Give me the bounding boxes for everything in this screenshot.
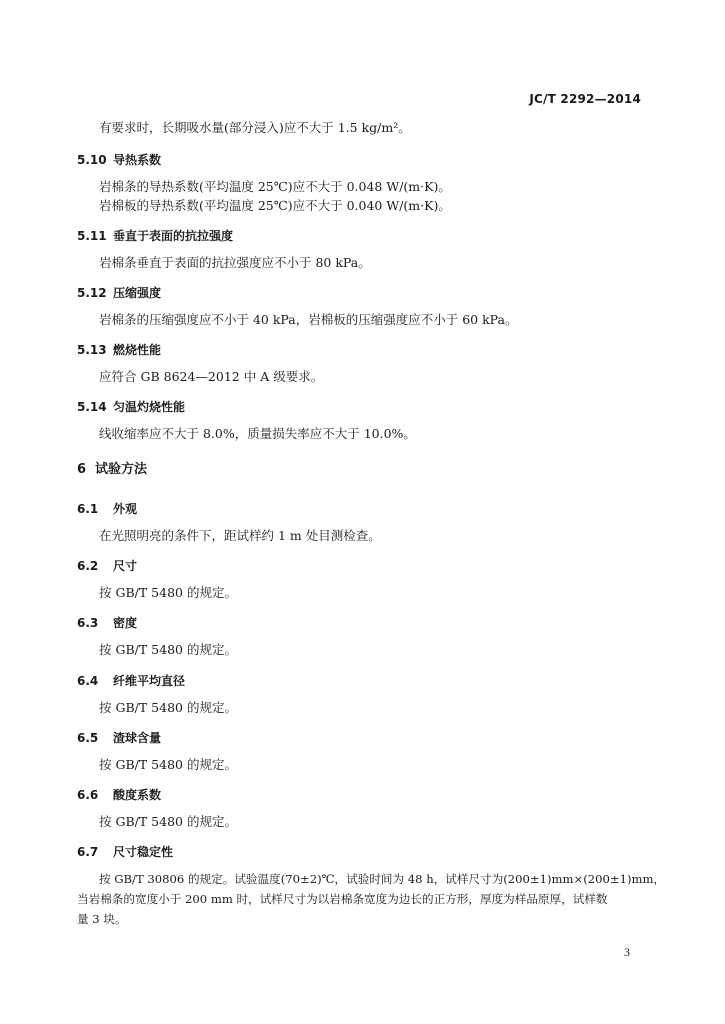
paragraph: 岩棉条的导热系数(平均温度 25℃)应不大于 0.048 W/(m·K)。 xyxy=(99,179,451,194)
paragraph: 按 GB/T 30806 的规定。试验温度(70±2)℃，试验时间为 48 h，试样尺寸为(200±1)mm×(200±1)mm， xyxy=(99,872,666,886)
paragraph: 线收缩率应不大于 8.0%，质量损失率应不大于 10.0%。 xyxy=(99,426,416,441)
section-number: 6.2 xyxy=(77,559,99,573)
chapter-heading-6 xyxy=(77,462,147,478)
section-title: 酸度系数 xyxy=(113,788,162,802)
section-heading-6-7 xyxy=(77,844,173,860)
section-title: 压缩强度 xyxy=(113,286,162,300)
section-number: 5.14 xyxy=(77,400,107,414)
section-title: 外观 xyxy=(113,502,138,516)
paragraph: 岩棉板的导热系数(平均温度 25℃)应不大于 0.040 W/(m·K)。 xyxy=(99,198,451,213)
paragraph: 按 GB/T 5480 的规定。 xyxy=(99,757,237,772)
section-title: 匀温灼烧性能 xyxy=(113,400,186,414)
paragraph: 应符合 GB 8624—2012 中 A 级要求。 xyxy=(99,369,324,384)
section-number: 6.1 xyxy=(77,502,99,516)
paragraph: 按 GB/T 5480 的规定。 xyxy=(99,585,237,600)
section-heading-5-10 xyxy=(77,152,161,168)
section-heading-6-1 xyxy=(77,501,137,517)
section-heading-6-6 xyxy=(77,787,161,803)
section-number: 5.11 xyxy=(77,229,107,243)
section-title: 燃烧性能 xyxy=(113,343,162,357)
section-title: 纤维平均直径 xyxy=(113,674,186,688)
chapter-title: 试验方法 xyxy=(95,462,148,477)
section-heading-5-13 xyxy=(77,342,161,358)
section-heading-5-11 xyxy=(77,228,233,244)
page-number: 3 xyxy=(624,945,630,959)
section-number: 5.10 xyxy=(77,153,107,167)
section-heading-5-12 xyxy=(77,285,161,301)
section-number: 6.4 xyxy=(77,674,99,688)
paragraph: 按 GB/T 5480 的规定。 xyxy=(99,814,237,829)
section-title: 尺寸 xyxy=(113,559,138,573)
section-title: 垂直于表面的抗拉强度 xyxy=(113,229,234,243)
paragraph: 在光照明亮的条件下，距试样约 1 m 处目测检查。 xyxy=(99,528,381,543)
section-number: 5.13 xyxy=(77,343,107,357)
section-heading-6-4 xyxy=(77,673,185,689)
paragraph: 岩棉条垂直于表面的抗拉强度应不小于 80 kPa。 xyxy=(99,255,371,270)
section-title: 密度 xyxy=(113,616,138,630)
paragraph: 当岩棉条的宽度小于 200 mm 时，试样尺寸为以岩棉条宽度为边长的正方形，厚度为样品原厚，试样数 xyxy=(77,892,608,906)
paragraph: 按 GB/T 5480 的规定。 xyxy=(99,642,237,657)
chapter-number: 6 xyxy=(77,462,87,477)
section-title: 导热系数 xyxy=(113,153,162,167)
section-heading-6-3 xyxy=(77,615,137,631)
paragraph: 量 3 块。 xyxy=(77,912,127,926)
section-number: 6.7 xyxy=(77,845,99,859)
paragraph: 有要求时，长期吸水量(部分浸入)应不大于 1.5 kg/m²。 xyxy=(99,120,411,135)
section-number: 6.6 xyxy=(77,788,99,802)
section-title: 尺寸稳定性 xyxy=(113,845,174,859)
section-title: 渣球含量 xyxy=(113,731,162,745)
paragraph: 按 GB/T 5480 的规定。 xyxy=(99,700,237,715)
section-number: 6.3 xyxy=(77,616,99,630)
document-code: JC/T 2292—2014 xyxy=(529,92,641,106)
section-heading-5-14 xyxy=(77,399,185,415)
section-heading-6-5 xyxy=(77,730,161,746)
section-number: 5.12 xyxy=(77,286,107,300)
paragraph: 岩棉条的压缩强度应不小于 40 kPa，岩棉板的压缩强度应不小于 60 kPa。 xyxy=(99,312,518,327)
section-number: 6.5 xyxy=(77,731,99,745)
section-heading-6-2 xyxy=(77,558,137,574)
